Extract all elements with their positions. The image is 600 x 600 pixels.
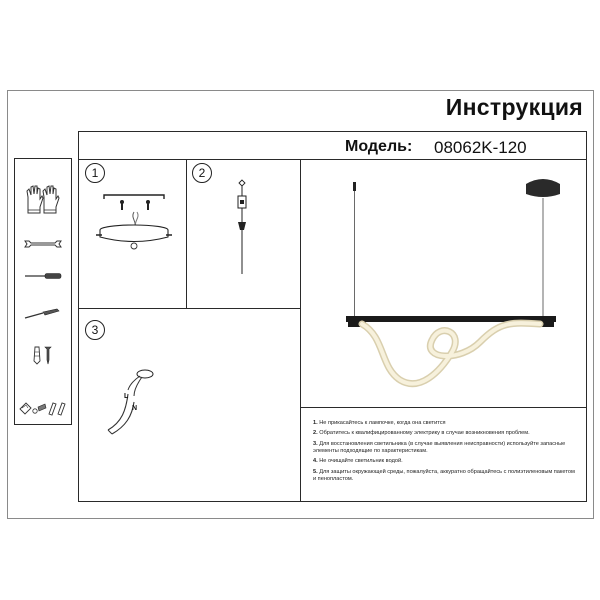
note-item: 2. Обратитесь к квалифицированному электрику в случае возникновения проблем. bbox=[313, 430, 530, 437]
grid-divider bbox=[300, 159, 301, 501]
step-number-1: 1 bbox=[85, 163, 105, 183]
tools-panel bbox=[14, 158, 72, 425]
note-item: 5. Для защиты окружающей среды, пожалуйста, аккуратно обращайтесь с полиэтиленовым пакетом и пенопластом. bbox=[313, 468, 575, 482]
safety-notes bbox=[313, 420, 575, 486]
mounting-kit-icon bbox=[18, 399, 68, 417]
note-item: 4. Не очищайте светильник водой. bbox=[313, 458, 403, 465]
gloves-icon bbox=[25, 183, 61, 217]
grid-divider bbox=[79, 308, 300, 309]
grid-divider bbox=[186, 159, 187, 308]
note-item: 1. Не прикасайтесь к лампочке, когда она светится bbox=[313, 420, 446, 426]
cable-adjust-illustration bbox=[232, 178, 252, 278]
notes-divider bbox=[300, 407, 586, 408]
wiring-illustration bbox=[104, 364, 160, 440]
wire-label-n: N bbox=[132, 405, 138, 412]
wrench-icon bbox=[23, 239, 63, 249]
note-item: 3. Для восстановления светильника (в случае выявления неисправности) используйте запасные элементы подходящие по характеристикам. bbox=[313, 440, 566, 454]
model-row bbox=[345, 138, 527, 157]
wire-label-l: L bbox=[124, 393, 129, 400]
model-label: Модель: bbox=[345, 138, 413, 155]
step-number-2: 2 bbox=[192, 163, 212, 183]
tester-screwdriver-icon bbox=[23, 308, 63, 320]
step-number-3: 3 bbox=[85, 320, 105, 340]
model-value: 08062K-120 bbox=[434, 138, 527, 157]
model-row-divider bbox=[79, 159, 586, 160]
canopy-mounting-illustration bbox=[96, 190, 178, 260]
page-title: Инструкция bbox=[445, 94, 583, 120]
screwdriver-icon bbox=[23, 272, 63, 280]
pendant-lamp-illustration bbox=[340, 172, 565, 392]
anchor-screws-icon bbox=[32, 345, 56, 365]
